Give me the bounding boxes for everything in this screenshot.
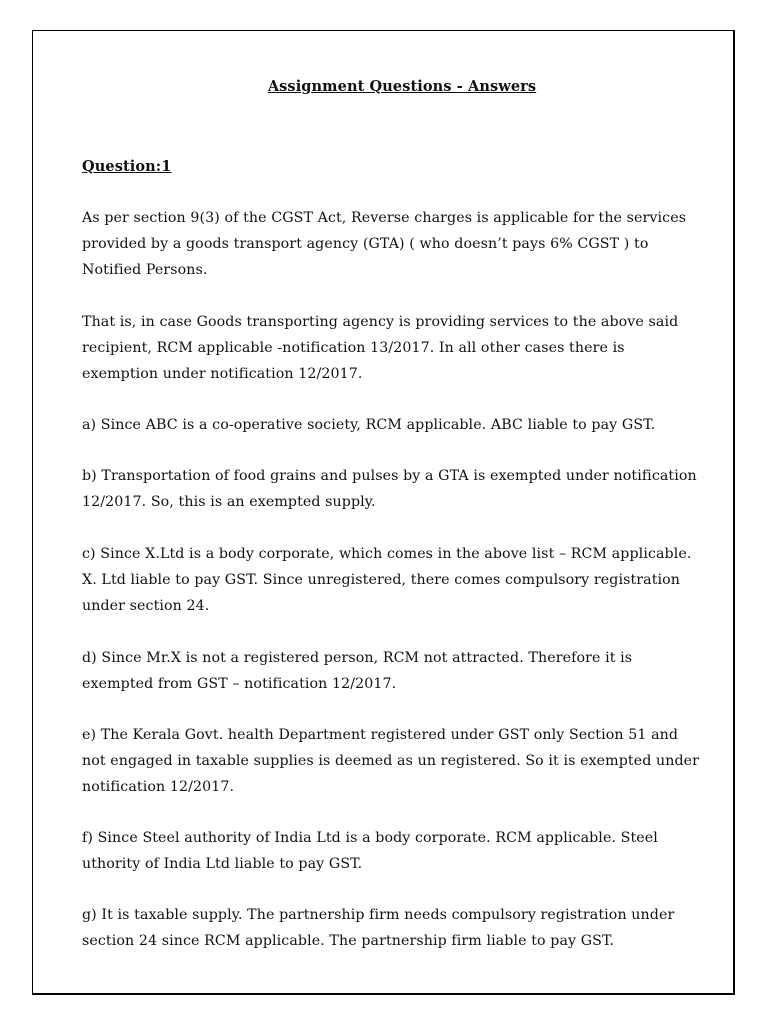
paragraph-line: exemption under notification 12/2017.: [82, 366, 363, 382]
answer-f: [82, 825, 727, 877]
answer-c: [82, 541, 727, 619]
paragraph-line: not engaged in taxable supplies is deemed as un registered. So it is exempted under: [82, 753, 700, 769]
answer-g: [82, 902, 727, 954]
answer-e: [82, 722, 727, 800]
paragraph-line: 12/2017. So, this is an exempted supply.: [82, 494, 376, 510]
paragraph-line: under section 24.: [82, 598, 210, 614]
document-title: Assignment Questions - Answers: [267, 78, 537, 95]
paragraph-line: a) Since ABC is a co-operative society, RCM applicable. ABC liable to pay GST.: [82, 417, 656, 433]
paragraph-explanation: [82, 309, 727, 387]
paragraph-line: X. Ltd liable to pay GST. Since unregistered, there comes compulsory registration: [82, 572, 681, 588]
paragraph-line: recipient, RCM applicable -notification 13/2017. In all other cases there is: [82, 340, 625, 356]
paragraph-intro: [82, 205, 727, 283]
paragraph-line: g) It is taxable supply. The partnership firm needs compulsory registration under: [82, 907, 675, 923]
paragraph-line: notification 12/2017.: [82, 779, 235, 795]
paragraph-line: b) Transportation of food grains and pulses by a GTA is exempted under notification: [82, 468, 697, 484]
answer-b: [82, 463, 727, 515]
paragraph-line: Notified Persons.: [82, 262, 208, 278]
paragraph-line: section 24 since RCM applicable. The partnership firm liable to pay GST.: [82, 933, 615, 949]
paragraph-line: provided by a goods transport agency (GTA) ( who doesn’t pays 6% CGST ) to: [82, 236, 649, 252]
question-heading: Question:1: [82, 158, 172, 175]
paragraph-line: d) Since Mr.X is not a registered person, RCM not attracted. Therefore it is: [82, 650, 633, 666]
paragraph-line: uthority of India Ltd liable to pay GST.: [82, 856, 363, 872]
paragraph-line: f) Since Steel authority of India Ltd is a body corporate. RCM applicable. Steel: [82, 830, 658, 846]
paragraph-line: e) The Kerala Govt. health Department registered under GST only Section 51 and: [82, 727, 679, 743]
paragraph-line: As per section 9(3) of the CGST Act, Reverse charges is applicable for the services: [82, 210, 687, 226]
paragraph-line: c) Since X.Ltd is a body corporate, which comes in the above list – RCM applicable.: [82, 546, 692, 562]
paragraph-line: exempted from GST – notification 12/2017.: [82, 676, 397, 692]
answer-a: [82, 412, 727, 438]
answer-d: [82, 645, 727, 697]
paragraph-line: That is, in case Goods transporting agency is providing services to the above said: [82, 314, 679, 330]
